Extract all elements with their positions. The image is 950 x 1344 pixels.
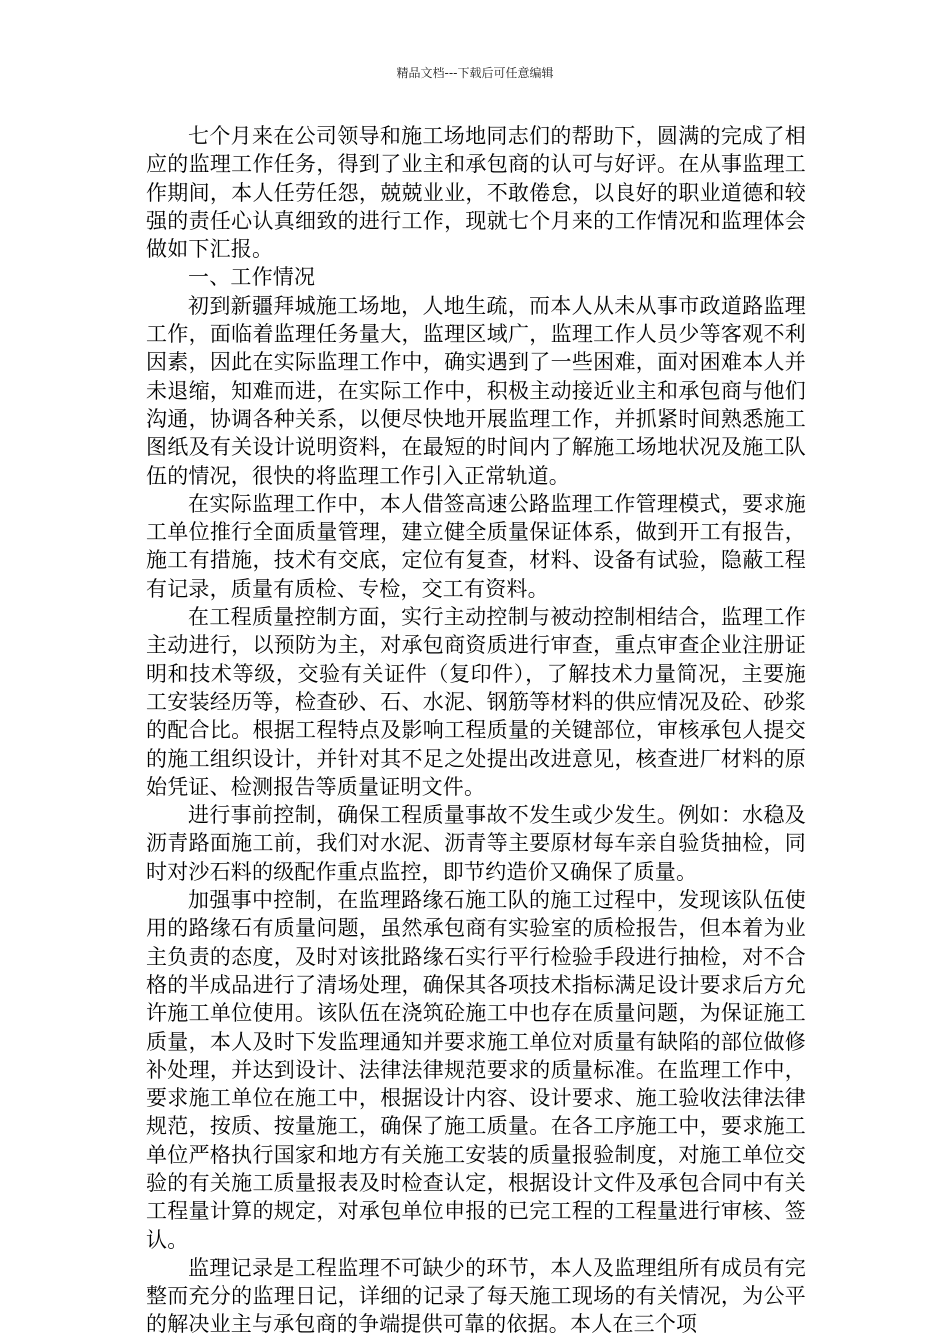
paragraph-intro: 七个月来在公司领导和施工场地同志们的帮助下，圆满的完成了相应的监理工作任务，得到了业主和承包商的认可与好评。在从事监理工作期间，本人任劳任怨，兢兢业业，不敢倦怠，以良好的职业道德和较强的责任心认真细致的进行工作，现就七个月来的工作情况和监理体会做如下汇报。 (146, 124, 806, 262)
paragraph-pre-control: 进行事前控制，确保工程质量事故不发生或少发生。例如：水稳及沥青路面施工前，我们对水泥、沥青等主要原材每车亲自验货抽检，同时对沙石料的级配作重点监控，即节约造价又确保了质量。 (146, 803, 806, 884)
paragraph-in-process-control: 加强事中控制，在监理路缘石施工队的施工过程中，发现该队伍使用的路缘石有质量问题，虽然承包商有实验室的质检报告，但本着为业主负责的态度，及时对该批路缘石实行平行检验手段进行抽检，对不合格的半成品进行了清场处理，确保其各项技术指标满足设计要求后方允许施工单位使用。该队伍在浇筑砼施工中也存在质量问题，为保证施工质量，本人及时下发监理通知并要求施工单位对质量有缺陷的部位做修补处理，并达到设计、法律法律规范要求的质量标准。在监理工作中，要求施工单位在施工中，根据设计内容、设计要求、施工验收法律法律规范，按质、按量施工，确保了施工质量。在各工序施工中，要求施工单位严格执行国家和地方有关施工安装的质量报验制度，对施工单位交验的有关施工质量报表及时检查认定，根据设计文件及承包合同中有关工程量计算的规定，对承包单位申报的已完工程的工程量进行审核、签认。 (146, 888, 806, 1252)
paragraph-supervision-records: 监理记录是工程监理不可缺少的环节，本人及监理组所有成员有完整而充分的监理日记，详细的记录了每天施工现场的有关情况，为公平的解决业主与承包商的争端提供可靠的依据。本人在三个项 (146, 1255, 806, 1337)
paragraph-arrival: 初到新疆拜城施工场地，人地生疏，而本人从未从事市政道路监理工作，面临着监理任务量大，监理区域广，监理工作人员少等客观不利因素，因此在实际监理工作中，确实遇到了一些困难，面对困难本人并未退缩，知难而进，在实际工作中，积极主动接近业主和承包商与他们沟通，协调各种关系，以便尽快地开展监理工作，并抓紧时间熟悉施工图纸及有关设计说明资料，在最短的时间内了解施工场地状况及施工队伍的情况，很快的将监理工作引入正常轨道。 (146, 293, 806, 488)
document-body (146, 122, 806, 1339)
page-header: 精品文档---下载后可任意编辑 (396, 66, 554, 80)
paragraph-management-mode: 在实际监理工作中，本人借签高速公路监理工作管理模式，要求施工单位推行全面质量管理，建立健全质量保证体系，做到开工有报告，施工有措施，技术有交底，定位有复查，材料、设备有试验，隐蔽工程有记录，质量有质检、专检，交工有资料。 (146, 491, 806, 601)
paragraph-quality-control: 在工程质量控制方面，实行主动控制与被动控制相结合，监理工作主动进行，以预防为主，对承包商资质进行审查，重点审查企业注册证明和技术等级，交验有关证件（复印件），了解技术力量简况，主要施工安装经历等，检查砂、石、水泥、钢筋等材料的供应情况及砼、砂浆的配合比。根据工程特点及影响工程质量的关键部位，审核承包人提交的施工组织设计，并针对其不足之处提出改进意见，核查进厂材料的原始凭证、检测报告等质量证明文件。 (146, 605, 806, 799)
section-heading-work-status: 一、工作情况 (188, 265, 316, 290)
